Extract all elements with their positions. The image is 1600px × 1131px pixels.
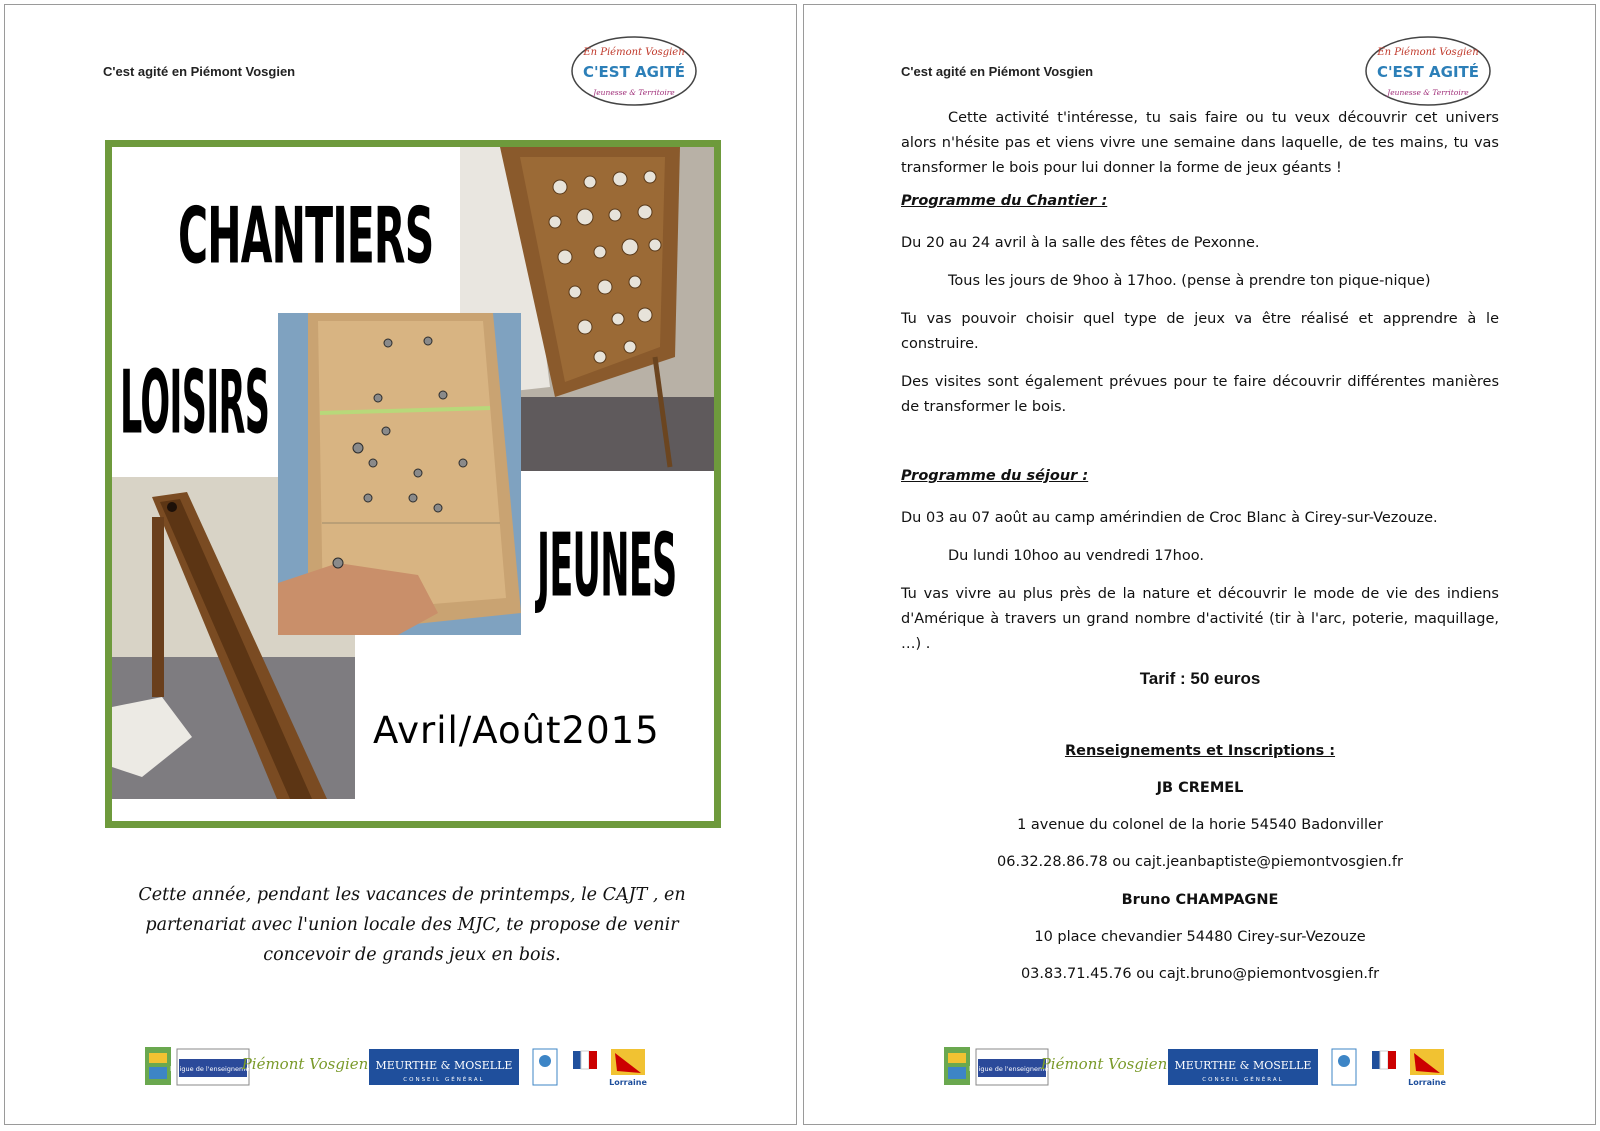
- poster-date: Avril/Août2015: [373, 709, 660, 752]
- tarif-price: Tarif : 50 euros: [1139, 669, 1261, 688]
- sponsor-logos-right: [944, 1045, 1454, 1089]
- chantier-hours: Tous les jours de 9hoo à 17hoo. (pense à prendre ton pique-nique): [948, 273, 1431, 289]
- sponsor-logos: [145, 1045, 655, 1089]
- contact-1-name: JB CREMEL: [1156, 780, 1244, 796]
- intro-text: [123, 880, 701, 970]
- contact-2-name: Bruno CHAMPAGNE: [1121, 892, 1279, 908]
- contact-1-phone-email: 06.32.28.86.78 ou cajt.jeanbaptiste@piemontvosgien.fr: [997, 854, 1403, 870]
- meurthe-logo: MEURTHE & MOSELLE: [375, 1059, 513, 1072]
- intro-paragraph: Cette activité t'intéresse, tu sais faire ou tu veux découvrir cet univers alors n'hésite pas et viens vivre une semaine dans laquelle, de tes mains, tu vas transformer le bois pour lui donner la forme de jeux géants !: [901, 110, 1499, 176]
- cest-agite-logo-right: [1364, 35, 1492, 107]
- intro-line-3: concevoir de grands jeux en bois.: [263, 945, 561, 965]
- conseil-general-text: CONSEIL GÉNÉRAL: [403, 1077, 485, 1083]
- sejour-program-title: Programme du séjour :: [901, 468, 1089, 484]
- chantier-paragraph-2: Des visites sont également prévues pour te faire découvrir différentes manières de transformer le bois.: [901, 374, 1499, 415]
- poster-word-jeunes: JEUNES: [537, 515, 677, 617]
- ligue-logo: la ligue de l'enseignement: [169, 1065, 257, 1073]
- logo-top-text: En Piémont Vosgien: [1377, 47, 1479, 58]
- logo-main-text: C'EST AGITÉ: [1376, 63, 1480, 81]
- chantier-paragraph-1: Tu vas pouvoir choisir quel type de jeux va être réalisé et apprendre à le construire.: [901, 311, 1499, 352]
- conseil-general-text: CONSEIL GÉNÉRAL: [1202, 1077, 1284, 1083]
- contact-title: Renseignements et Inscriptions :: [1064, 743, 1336, 759]
- sponsor-logo-strip: [145, 1045, 655, 1089]
- contact-2-address: 10 place chevandier 54480 Cirey-sur-Vezouze: [1034, 929, 1366, 945]
- header-title: C'est agité en Piémont Vosgien: [103, 64, 296, 79]
- right-page: [803, 4, 1596, 1125]
- lorraine-logo: Lorraine: [1408, 1078, 1446, 1087]
- chantier-dates: Du 20 au 24 avril à la salle des fêtes de Pexonne.: [901, 235, 1260, 251]
- lorraine-logo: Lorraine: [609, 1078, 647, 1087]
- logo-bottom-text: Jeunesse & Territoire: [1387, 88, 1469, 97]
- sponsor-logo-strip-right: [944, 1045, 1454, 1089]
- logo-main-text: C'EST AGITÉ: [582, 63, 686, 81]
- sejour-hours: Du lundi 10hoo au vendredi 17hoo.: [948, 548, 1204, 564]
- chantier-program-title: Programme du Chantier :: [901, 193, 1108, 209]
- ligue-logo: la ligue de l'enseignement: [968, 1065, 1056, 1073]
- poster-word-loisirs: LOISIRS: [120, 352, 270, 454]
- sejour-dates: Du 03 au 07 août au camp amérindien de Croc Blanc à Cirey-sur-Vezouze.: [901, 510, 1438, 526]
- piemont-logo: Piémont Vosgien: [241, 1055, 369, 1073]
- left-page: [4, 4, 797, 1125]
- meurthe-logo: MEURTHE & MOSELLE: [1174, 1059, 1312, 1072]
- logo-bottom-text: Jeunesse & Territoire: [593, 88, 675, 97]
- header-title-right: C'est agité en Piémont Vosgien: [901, 64, 1094, 79]
- poster-word-chantiers: CHANTIERS: [178, 191, 434, 281]
- sejour-paragraph: Tu vas vivre au plus près de la nature et découvrir le mode de vie des indiens d'Amérique à travers un grand nombre d'activité (tir à l'arc, poterie, maquillage, …) .: [901, 586, 1499, 652]
- logo-top-text: En Piémont Vosgien: [583, 47, 685, 58]
- intro-line-2: partenariat avec l'union locale des MJC, te propose de venir: [145, 915, 679, 935]
- cest-agite-logo: [570, 35, 698, 107]
- piemont-logo: Piémont Vosgien: [1040, 1055, 1168, 1073]
- poster: [105, 140, 721, 828]
- contact-2-phone-email: 03.83.71.45.76 ou cajt.bruno@piemontvosgien.fr: [1020, 966, 1380, 982]
- poster-photo-table: [278, 313, 521, 635]
- contact-1-address: 1 avenue du colonel de la horie 54540 Badonviller: [1017, 817, 1383, 833]
- intro-line-1: Cette année, pendant les vacances de printemps, le CAJT , en: [138, 885, 686, 905]
